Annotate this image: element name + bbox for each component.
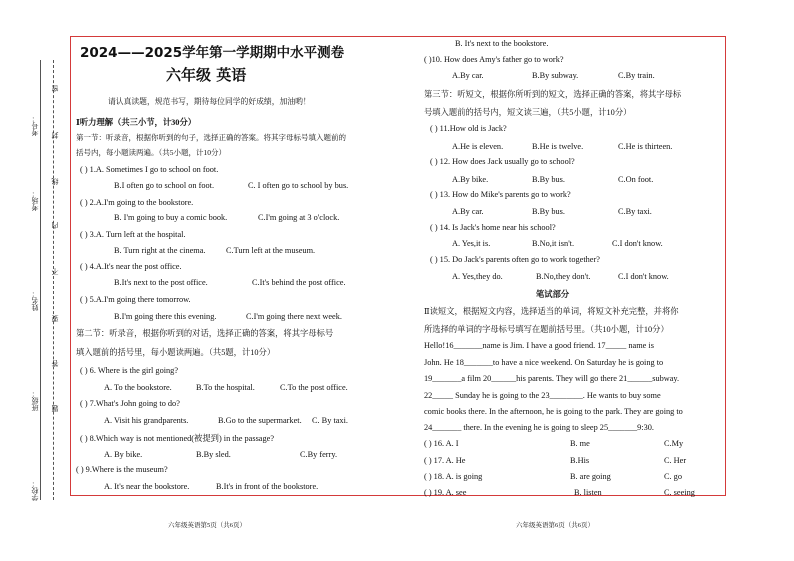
q15-option-b: B.No,they don't.	[536, 272, 591, 281]
q9-option-b: B.It's in front of the bookstore.	[216, 482, 319, 491]
seal-char-feng: 封	[51, 132, 59, 139]
q16-option-b: B. me	[570, 439, 590, 448]
q13-option-c: C.By taxi.	[618, 207, 652, 216]
q17-option-c: C. Her	[664, 456, 687, 465]
q19-option-b: B. listen	[574, 488, 602, 497]
q6-option-c: C.To the post office.	[280, 383, 348, 392]
q6-option-b: B.To the hospital.	[196, 383, 255, 392]
q7-stem: ( ) 7.What's John going to do?	[80, 399, 180, 408]
passage-line-2: John. He 18_______to have a nice weekend. On Saturday he is going to	[424, 358, 664, 367]
q17-option-b: B.His	[570, 456, 590, 465]
q18-option-b: B. are going	[570, 472, 611, 481]
q5-option-b: B.I'm going there this evening.	[114, 312, 217, 321]
q13-stem: ( ) 13. How do Mike's parents go to work?	[430, 190, 571, 199]
section2-instructions-line2: 所选择的单词的字母标号填写在题前括号里。（共10小题，计10分）	[424, 325, 669, 334]
q11-option-b: B.He is twelve.	[532, 142, 584, 151]
q8-stem: ( ) 8.Which way is not mentioned(被提到) in the passage?	[80, 434, 275, 443]
passage-line-3: 19_______a film 20______his parents. They will go there 21______subway.	[424, 374, 680, 383]
q12-option-c: C.On foot.	[618, 175, 654, 184]
seal-char-mi: 密	[51, 85, 59, 92]
q14-option-b: B.No,it isn't.	[532, 239, 575, 248]
q2-option-b: B. I'm going to buy a comic book.	[114, 213, 228, 222]
q10-option-b: B.By subway.	[532, 71, 579, 80]
part3-instructions-line1: 第三节：听短文，根据你所听到的短文，选择正确的答案，将其字母标	[424, 90, 682, 99]
q10-option-a: A.By car.	[452, 71, 484, 80]
q7-option-a: A. Visit his grandparents.	[104, 416, 189, 425]
motto: 请认真读题，规范书写，期待每位同学的好成绩，加油哟！	[108, 97, 311, 106]
q14-stem: ( ) 14. Is Jack's home near his school?	[430, 223, 556, 232]
binding-line	[40, 60, 41, 500]
q14-option-a: A. Yes,it is.	[452, 239, 491, 248]
q19-stem: ( ) 19. A. see	[424, 488, 467, 497]
q3-option-c: C.Turn left at the museum.	[226, 246, 316, 255]
q15-option-c: C.I don't know.	[618, 272, 669, 281]
q16-option-c: C.My	[664, 439, 684, 448]
section1-title: Ⅰ听力理解（共三小节，计30分）	[76, 118, 197, 127]
q1-option-c: C. I often go to school by bus.	[248, 181, 349, 190]
q4-option-c: C.It's behind the post office.	[252, 278, 346, 287]
part1-instructions-line1: 第一节：听录音，根据你听到的句子，选择正确的答案。将其字母标号填入题前的	[76, 133, 346, 142]
passage-line-4: 22_____ Sunday he is going to the 23________. He wants to buy some	[424, 391, 661, 400]
seal-char-nei: 内	[51, 222, 59, 229]
seal-char-ti: 题	[51, 405, 59, 412]
q13-option-a: A.By car.	[452, 207, 484, 216]
passage-line-6: 24_______ there. In the evening he is going to sleep 25_______9:30.	[424, 423, 654, 432]
q17-stem: ( ) 17. A. He	[424, 456, 466, 465]
q6-option-a: A. To the bookstore.	[104, 383, 172, 392]
q11-option-a: A.He is eleven.	[452, 142, 504, 151]
q2-option-c: C.I'm going at 3 o'clock.	[258, 213, 340, 222]
q14-option-c: C.I don't know.	[612, 239, 663, 248]
q13-option-b: B.By bus.	[532, 207, 565, 216]
passage-line-1: Hello!16_______name is Jim. I have a good friend. 17_____ name is	[424, 341, 654, 350]
q1-option-b: B.I often go to school on foot.	[114, 181, 215, 190]
q5-option-c: C.I'm going there next week.	[246, 312, 342, 321]
name-label: 姓名：	[31, 290, 39, 311]
part2-instructions-line1: 第二节：听录音，根据你听到的对话，选择正确的答案，将其字母标号	[76, 329, 334, 338]
q10-stem: ( )10. How does Amy's father go to work?	[424, 55, 564, 64]
q4-option-b: B.It's next to the post office.	[114, 278, 208, 287]
q18-stem: ( ) 18. A. is going	[424, 472, 483, 481]
section2-instructions-line1: Ⅱ读短文，根据短文内容，选择适当的单词，将短文补充完整，并将你	[424, 307, 679, 316]
seal-dashed-line	[53, 60, 54, 500]
q19-option-c: C. seeing	[664, 488, 695, 497]
q4-stem: ( ) 4.A.It's near the post office.	[80, 262, 182, 271]
q12-option-b: B.By bus.	[532, 175, 565, 184]
q3-stem: ( ) 3.A. Turn left at the hospital.	[80, 230, 186, 239]
q6-stem: ( ) 6. Where is the girl going?	[80, 366, 178, 375]
q15-stem: ( ) 15. Do Jack's parents often go to work together?	[430, 255, 600, 264]
q8-option-c: C.By ferry.	[300, 450, 338, 459]
q5-stem: ( ) 5.A.I'm going there tomorrow.	[80, 295, 191, 304]
q7-option-c: C. By taxi.	[312, 416, 348, 425]
q11-stem: ( ) 11.How old is Jack?	[430, 124, 507, 133]
class-label: 班级：	[31, 390, 39, 411]
right-page-footer: 六年级英语第6页（共6页）	[516, 522, 594, 529]
part3-instructions-line2: 号填入题前的括号内，短文读三遍，（共5小题，计10分）	[424, 108, 632, 117]
seal-char-xian: 线	[51, 178, 59, 185]
exam-title: 2024——2025学年第一学期期中水平测卷	[80, 45, 345, 61]
written-part-heading: 笔试部分	[536, 290, 570, 299]
q9-stem: ( ) 9.Where is the museum?	[76, 465, 168, 474]
seal-char-da: 答	[51, 360, 59, 367]
q15-option-a: A. Yes,they do.	[452, 272, 503, 281]
q18-option-c: C. go	[664, 472, 682, 481]
q11-option-c: C.He is thirteen.	[618, 142, 673, 151]
q8-option-a: A. By bike.	[104, 450, 143, 459]
q9-option-a: A. It's near the bookstore.	[104, 482, 190, 491]
part2-instructions-line2: 填入题前的括号里，每小题读两遍。（共5题，计10分）	[76, 348, 276, 357]
left-page-footer: 六年级英语第5页（共6页）	[168, 522, 246, 529]
part1-instructions-line2: 括号内，每小题读两遍。（共5小题，计10分）	[76, 148, 226, 157]
exam-subtitle: 六年级 英语	[166, 66, 247, 84]
q2-stem: ( ) 2.A.I'm going to the bookstore.	[80, 198, 194, 207]
q8-option-b: B.By sled.	[196, 450, 231, 459]
q3-option-b: B. Turn right at the cinema.	[114, 246, 206, 255]
q12-stem: ( ) 12. How does Jack usually go to school?	[430, 157, 575, 166]
q9-option-c: B. It's next to the bookstore.	[455, 39, 549, 48]
q1-stem: ( ) 1.A. Sometimes I go to school on foot.	[80, 165, 219, 174]
q7-option-b: B.Go to the supermarket.	[218, 416, 302, 425]
q16-stem: ( ) 16. A. I	[424, 439, 459, 448]
q10-option-c: C.By train.	[618, 71, 655, 80]
q12-option-a: A.By bike.	[452, 175, 489, 184]
seal-char-yao: 要	[51, 315, 59, 322]
passage-line-5: comic books there. In the afternoon, he is going to the park. They are going to	[424, 407, 683, 416]
seal-char-bu: 不	[51, 268, 59, 275]
school-label: 学校：	[31, 480, 39, 501]
exam-number-label: 考号：	[31, 115, 39, 136]
exam-room-label: 考场：	[31, 190, 39, 211]
